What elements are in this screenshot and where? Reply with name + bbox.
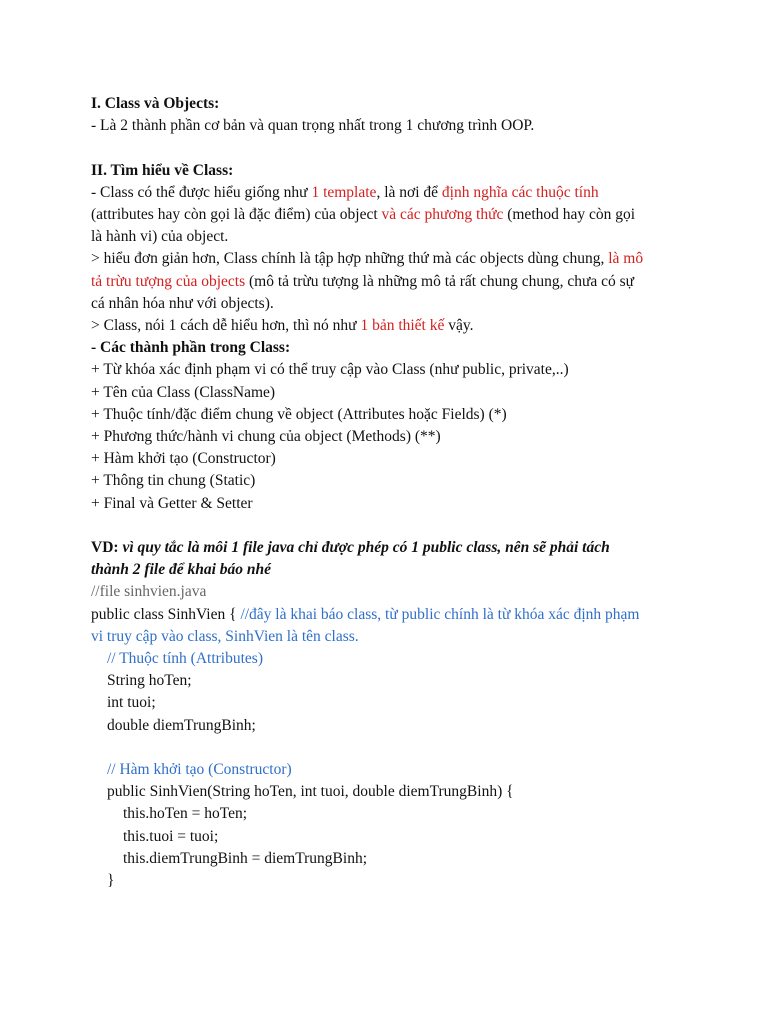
code-line: this.hoTen = hoTen;: [123, 805, 248, 823]
components-heading: - Các thành phần trong Class:: [91, 339, 291, 357]
section2-heading: [91, 160, 681, 182]
component-list-item: + Thông tin chung (Static): [91, 472, 256, 490]
section2-paragraph-line: cá nhân hóa như với objects).: [91, 294, 274, 312]
text-run: > Class, nói 1 cách dễ hiểu hơn, thì nó như: [91, 317, 361, 335]
highlight-text: 1 bản thiết kế: [360, 317, 445, 335]
code-line: String hoTen;: [107, 672, 192, 690]
section1-heading: I. Class và Objects:: [91, 95, 220, 112]
component-list-item: + Từ khóa xác định phạm vi có thể truy cập vào Class (như public, private,..): [91, 361, 569, 379]
text-run: (attributes hay còn gọi là đặc điểm) của object: [91, 206, 382, 223]
spacer: [91, 737, 681, 759]
section2-paragraph-line: [91, 182, 681, 204]
file-comment: //file sinhvien.java: [91, 583, 207, 601]
section2-paragraph-line: là hành vi) của object.: [91, 228, 229, 246]
code-line: public SinhVien(String hoTen, int tuoi, double diemTrungBinh) {: [107, 783, 514, 801]
code-comment: // Hàm khởi tạo (Constructor): [107, 761, 292, 779]
code-text: public class SinhVien {: [91, 605, 241, 623]
code-line: int tuoi;: [107, 694, 156, 712]
example-label: VD:: [91, 539, 119, 557]
text-run: , là nơi để: [376, 183, 442, 201]
highlight-text: là mô: [608, 250, 644, 268]
section2-paragraph-line: [91, 204, 681, 226]
component-list-item: + Tên của Class (ClassName): [91, 383, 276, 401]
component-list-item: + Hàm khởi tạo (Constructor): [91, 450, 276, 468]
code-comment: vi truy cập vào class, SinhVien là tên class.: [91, 627, 359, 645]
section2-heading-title: . Tìm hiểu về Class:: [103, 161, 234, 179]
text-run: (mô tả trừu tượng là những mô tả rất chung chung, chưa có sự: [245, 272, 635, 290]
text-run: - Class có thể được hiểu giống như: [91, 183, 312, 201]
text-run: > hiểu đơn giản hơn, Class chính là tập hợp những thứ mà các objects dùng chung,: [91, 250, 609, 268]
code-comment: //đây là khai báo class, từ public chính là từ khóa xác định phạm: [240, 605, 640, 623]
code-line: this.diemTrungBinh = diemTrungBinh;: [123, 849, 368, 867]
spacer: [91, 137, 681, 159]
highlight-text: và các phương thức: [381, 206, 504, 223]
code-line: double diemTrungBinh;: [107, 716, 256, 734]
highlight-text: định nghĩa các thuộc tính: [441, 183, 599, 201]
code-comment: // Thuộc tính (Attributes): [107, 650, 263, 668]
code-line: this.tuoi = tuoi;: [123, 827, 219, 845]
component-list-item: + Final và Getter & Setter: [91, 494, 253, 512]
section1-text: - Là 2 thành phần cơ bản và quan trọng nhất trong 1 chương trình OOP.: [91, 117, 535, 135]
document-page: [91, 93, 681, 892]
section2-paragraph-line: [91, 248, 681, 270]
highlight-text: tả trừu tượng của objects: [91, 272, 246, 290]
highlight-text: 1 template: [311, 183, 377, 201]
component-list-item: + Phương thức/hành vi chung của object (Methods) (**): [91, 428, 441, 446]
component-list-item: + Thuộc tính/đặc điểm chung về object (Attributes hoặc Fields) (*): [91, 405, 507, 423]
example-note-line: thành 2 file để khai báo nhé: [91, 561, 271, 579]
example-note-text: vì quy tắc là môi 1 file java chỉ được phép có 1 public class, nên sẽ phải tách: [118, 539, 610, 557]
spacer: [91, 515, 681, 537]
text-run: (method hay còn gọi: [503, 206, 636, 223]
text-run: vậy.: [444, 317, 474, 335]
section2-paragraph-line: [91, 271, 681, 293]
code-line: }: [107, 872, 115, 890]
code-line: [91, 604, 681, 626]
example-note-line: [91, 537, 681, 559]
section2-paragraph-line: [91, 315, 681, 337]
section2-heading-number: II: [91, 161, 104, 179]
